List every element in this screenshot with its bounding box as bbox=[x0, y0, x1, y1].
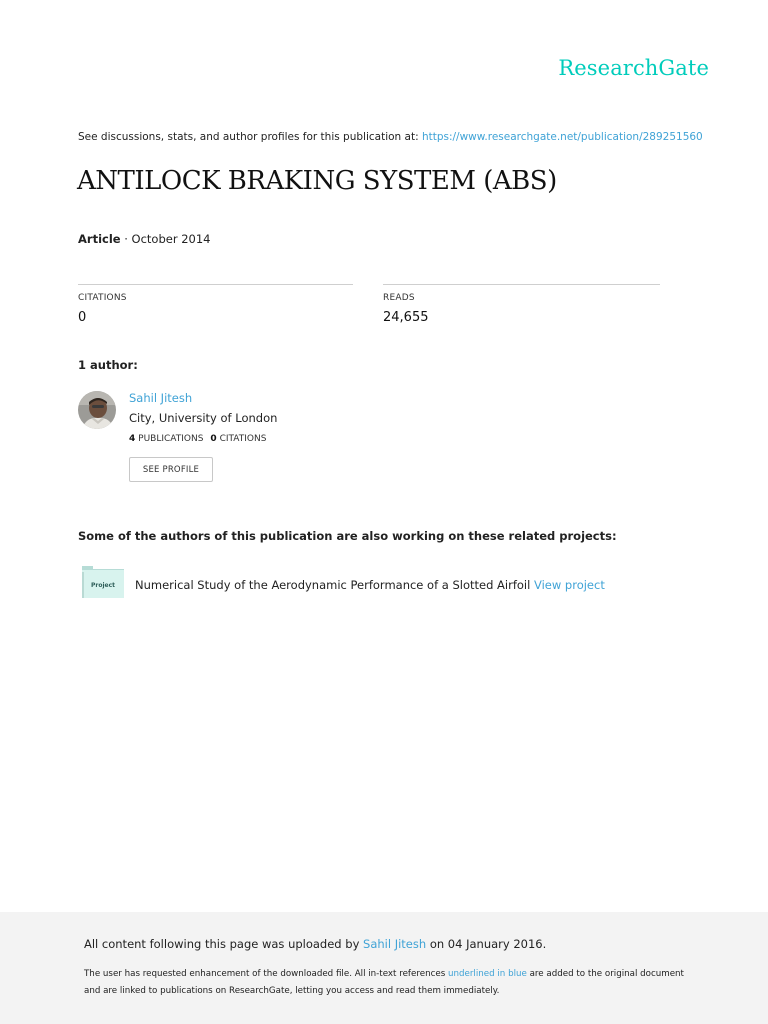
discussion-prefix: See discussions, stats, and author profiles for this publication at: bbox=[78, 131, 422, 143]
publication-url-link[interactable]: https://www.researchgate.net/publication/289251560 bbox=[421, 131, 703, 143]
publication-meta bbox=[78, 232, 211, 246]
researchgate-logo[interactable]: ResearchGate bbox=[558, 56, 709, 80]
publication-type: Article bbox=[78, 232, 121, 246]
discussion-line bbox=[78, 131, 703, 143]
publication-date: October 2014 bbox=[131, 232, 211, 246]
citations-value: 0 bbox=[78, 310, 87, 325]
publication-title: ANTILOCK BRAKING SYSTEM (ABS) bbox=[77, 166, 557, 196]
citations-stat bbox=[78, 284, 353, 334]
author-publications-count: 4 bbox=[129, 434, 136, 444]
author-institution: City, University of London bbox=[129, 411, 278, 425]
project-title: Numerical Study of the Aerodynamic Performance of a Slotted Airfoil bbox=[135, 578, 531, 592]
notice-suffix: are added to the original document and are linked to publications on ResearchGate, letting you access and read them immediately. bbox=[84, 969, 684, 996]
author-citations-count: 0 bbox=[210, 434, 217, 444]
author-stats bbox=[129, 434, 266, 444]
author-name-link[interactable]: Sahil Jitesh bbox=[129, 391, 193, 405]
notice-prefix: The user has requested enhancement of the downloaded file. All in-text references bbox=[84, 969, 448, 979]
upload-line bbox=[84, 937, 546, 951]
author-avatar[interactable] bbox=[78, 391, 116, 429]
uploader-link[interactable]: Sahil Jitesh bbox=[363, 937, 427, 951]
footer bbox=[0, 912, 768, 1024]
related-project-item bbox=[135, 578, 605, 592]
underlined-in-blue-link[interactable]: underlined in blue bbox=[447, 969, 527, 979]
upload-prefix: All content following this page was uploaded by bbox=[84, 937, 364, 951]
reads-stat bbox=[383, 284, 660, 334]
reads-label: READS bbox=[383, 293, 415, 303]
author-publications-label: PUBLICATIONS bbox=[138, 434, 204, 444]
upload-suffix: on 04 January 2016. bbox=[426, 937, 547, 951]
enhancement-notice bbox=[84, 966, 694, 1000]
author-photo-icon bbox=[78, 391, 116, 429]
see-profile-button[interactable]: SEE PROFILE bbox=[129, 457, 213, 482]
meta-separator: · bbox=[120, 232, 132, 246]
related-projects-heading: Some of the authors of this publication are also working on these related projects: bbox=[78, 529, 617, 543]
project-icon-label: Project bbox=[90, 582, 116, 589]
view-project-link[interactable]: View project bbox=[533, 578, 605, 592]
project-folder-icon[interactable] bbox=[82, 566, 124, 598]
citations-label: CITATIONS bbox=[78, 293, 127, 303]
reads-value: 24,655 bbox=[383, 310, 429, 325]
author-citations-label: CITATIONS bbox=[219, 434, 267, 444]
authors-heading: 1 author: bbox=[78, 358, 138, 372]
